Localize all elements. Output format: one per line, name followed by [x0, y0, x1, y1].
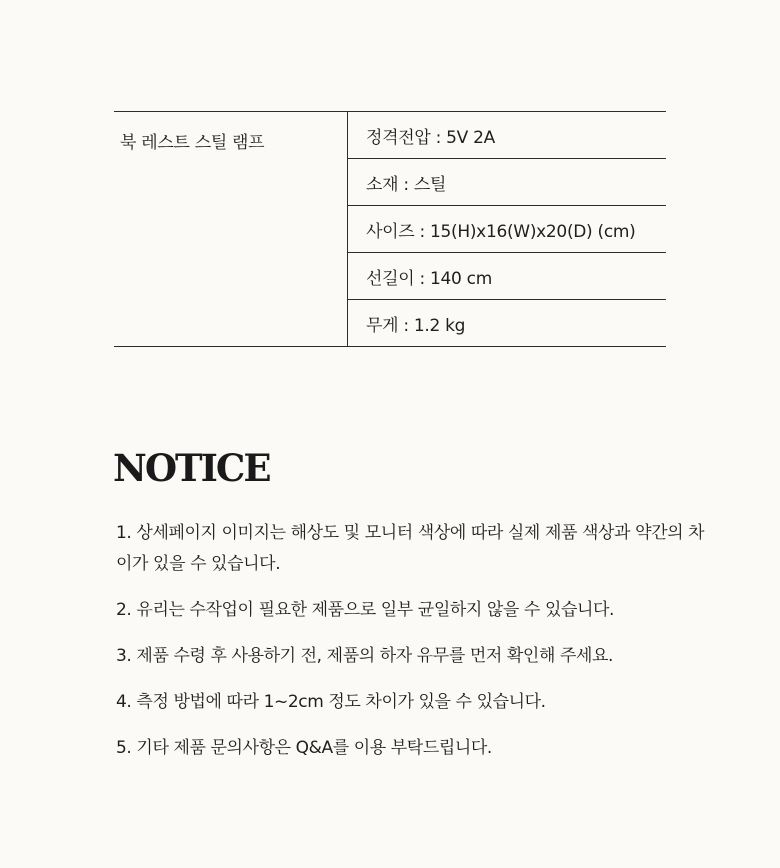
spec-row-size: 사이즈 : 15(H)x16(W)x20(D) (cm) [348, 206, 666, 253]
spec-row-cord-length: 선길이 : 140 cm [348, 253, 666, 300]
spec-row-voltage: 정격전압 : 5V 2A [348, 112, 666, 159]
notice-item-5: 5. 기타 제품 문의사항은 Q&A를 이용 부탁드립니다. [116, 738, 492, 758]
notice-item-2: 2. 유리는 수작업이 필요한 제품으로 일부 균일하지 않을 수 있습니다. [116, 600, 615, 620]
notice-list [116, 518, 716, 764]
spec-row-material: 소재 : 스틸 [348, 159, 666, 206]
spec-table [114, 111, 666, 347]
spec-row-weight: 무게 : 1.2 kg [366, 315, 466, 336]
notice-item-4: 4. 측정 방법에 따라 1~2cm 정도 차이가 있을 수 있습니다. [116, 692, 546, 712]
notice-item-3: 3. 제품 수령 후 사용하기 전, 제품의 하자 유무를 먼저 확인해 주세요. [116, 646, 614, 666]
spec-rows [348, 112, 666, 346]
notice-item-1: 1. 상세페이지 이미지는 해상도 및 모니터 색상에 따라 실제 제품 색상과 약간의 차이가 있을 수 있습니다. [116, 523, 705, 574]
notice-title: NOTICE [113, 446, 270, 490]
product-name: 북 레스트 스틸 램프 [114, 112, 348, 346]
